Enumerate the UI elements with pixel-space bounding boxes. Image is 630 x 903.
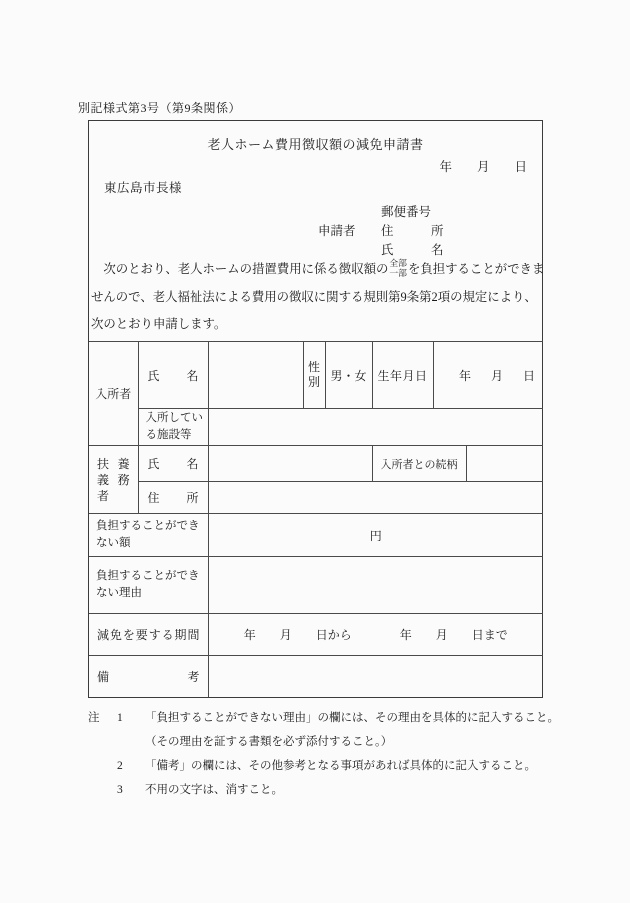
table-row-supporter-address [89,482,543,514]
supporter-group-line1: 扶養 [97,456,130,471]
body-line-3: 次のとおり申請します。 [91,317,227,331]
remarks-label: 備考 [97,669,200,684]
note-3-number: 3 [117,784,123,796]
supporter-name-label: 氏名 [147,457,199,471]
portion-choice [389,259,407,279]
relation-label: 入所者との続柄 [380,458,458,471]
note-marker: 注 [88,712,100,724]
table-row-remarks [89,656,543,697]
portion-choice-part: 一部 [389,268,407,279]
table-row-facility [89,409,543,446]
birthdate-label: 生年月日 [377,368,428,383]
supporter-address-label-cell [138,482,208,514]
note-item-1 [88,706,588,730]
supporter-address-input-cell [208,482,543,514]
postal-code-label: 郵便番号 [381,205,432,219]
supporter-group-label [89,446,138,514]
note-item-3 [88,778,588,802]
gender-label-bottom: 別 [307,375,320,389]
form-number: 別記様式第3号（第9条関係） [78,101,242,115]
remarks-label-cell [89,656,208,697]
body-line-1-pre: 次のとおり、老人ホームの措置費用に係る徴収額の [91,262,389,276]
reason-label-cell [89,557,208,614]
supporter-address-label: 住所 [147,491,199,505]
gender-value-cell: 男・女 [325,342,372,409]
portion-choice-all: 全部 [389,258,407,269]
note-2-number: 2 [117,760,123,772]
notes-section [88,706,588,802]
gender-label-cell [303,342,325,409]
period-label: 減免を要する期間 [97,628,200,642]
applicant-address-label: 住 所 [381,224,444,238]
application-date-line: 年 月 日 [439,160,527,174]
relation-input-cell [466,446,543,482]
birthdate-input-cell [433,342,543,409]
table-row-reason [89,557,543,614]
note-1-text: 「負担することができない理由」の欄には、その理由を具体的に記入すること。 [145,712,559,724]
body-line-1-post: を負担することができま [407,262,545,276]
body-paragraph [91,256,545,339]
period-label-cell [89,614,208,656]
table-row-resident-name [89,342,543,409]
amount-label-cell [89,514,208,557]
gender-label-top: 性 [307,360,320,374]
supporter-group-line2: 義務者 [97,472,130,503]
remarks-input-cell [208,656,543,697]
period-value: 年 月 日から 年 月 日まで [243,628,508,642]
table-row-supporter-name [89,446,543,482]
resident-name-label-cell [138,342,208,409]
table-row-amount [89,514,543,557]
form-title: 老人ホーム費用徴収額の減免申請書 [207,137,424,152]
note-3-text: 不用の文字は、消すこと。 [145,784,283,796]
addressee: 東広島市長様 [104,181,183,195]
resident-name-label: 氏名 [147,368,199,383]
resident-name-input-cell [208,342,303,409]
table-row-period [89,614,543,656]
body-line-1 [91,256,545,284]
note-item-1-continued [88,730,588,754]
application-table [89,341,543,697]
note-1-number: 1 [117,712,123,724]
applicant-name-label: 氏 名 [381,243,444,257]
resident-group-label: 入所者 [89,342,138,446]
body-line-2: せんので、老人福祉法による費用の徴収に関する規則第9条第2項の規定により、 [91,289,537,304]
relation-label-cell [372,446,466,482]
facility-label-cell [138,409,208,446]
note-1-text-line2: （その理由を証する書類を必ず添付すること。） [145,736,393,748]
note-2-text: 「備考」の欄には、その他参考となる事項があれば具体的に記入すること。 [145,760,536,772]
applicant-row [318,221,444,239]
amount-label: 負担することができ ない額 [96,520,200,549]
facility-input-cell [208,409,543,446]
note-item-2 [88,754,588,778]
birthdate-label-cell [372,342,433,409]
supporter-name-input-cell [208,446,372,482]
reason-input-cell [208,557,543,614]
amount-input-cell: 円 [208,514,543,557]
applicant-label: 申請者 [318,224,356,238]
birthdate-ymd: 年 月 日 [459,368,540,383]
reason-label: 負担することができ ない理由 [96,570,200,599]
form-outer-box [88,120,543,698]
facility-label: 入所してい る施設等 [145,412,203,441]
supporter-name-label-cell [138,446,208,482]
period-input-cell [208,614,543,656]
